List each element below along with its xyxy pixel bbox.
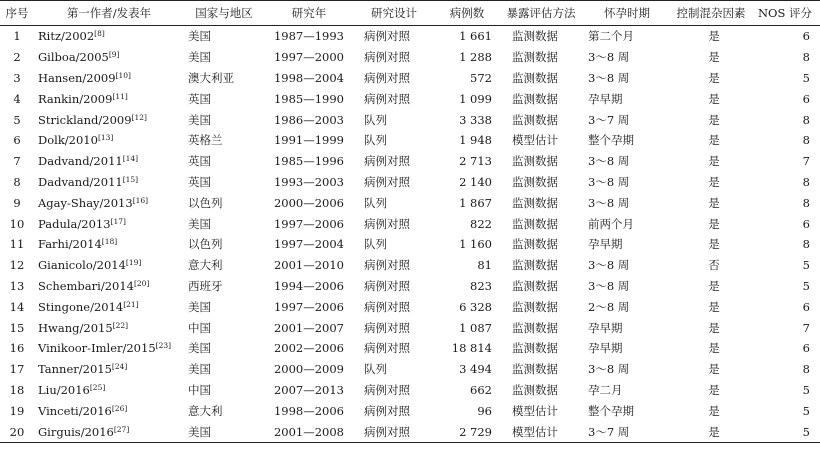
cell-index: 9 — [13, 195, 21, 210]
cell-exposure-method: 监测数据 — [512, 50, 558, 65]
cell-nos-score: 8 — [802, 237, 810, 252]
table-row — [0, 276, 820, 297]
cell-study-design: 病例对照 — [364, 320, 410, 335]
table-row — [0, 400, 820, 421]
cell-study-design: 病例对照 — [364, 382, 410, 397]
cell-index: 18 — [9, 382, 25, 397]
table-row — [0, 88, 820, 109]
author-year-text: Hwang/2015 — [38, 320, 113, 335]
cell-confounder-control: 是 — [672, 421, 750, 442]
cell-country: 意大利 — [188, 258, 223, 273]
cell-study-years: 1997—2000 — [273, 50, 345, 65]
cell-study-years: 1987—1993 — [273, 29, 345, 44]
cell-index: 10 — [9, 216, 25, 231]
cell-study-years: 1985—1996 — [273, 154, 345, 169]
author-year-text: Liu/2016 — [38, 382, 90, 397]
cell-nos-score: 5 — [802, 382, 810, 397]
cell-index: 13 — [9, 278, 25, 293]
table-row — [0, 359, 820, 380]
cell-nos-score: 5 — [802, 70, 810, 85]
cell-exposure-method: 监测数据 — [512, 216, 558, 231]
cell-country: 美国 — [184, 421, 264, 442]
cell-case-count: 1 661 — [459, 29, 492, 44]
cell-study-years: 2001—2010 — [273, 258, 345, 273]
cell-confounder-control: 是 — [708, 154, 720, 169]
author-year-text: Dolk/2010 — [38, 133, 98, 148]
cell-nos-score: 5 — [802, 278, 810, 293]
cell-nos-score: 6 — [802, 91, 810, 106]
cell-exposure-method: 监测数据 — [512, 195, 558, 210]
table-row — [0, 192, 820, 213]
reference-citation: [27] — [113, 424, 130, 434]
table-row — [0, 338, 820, 359]
cell-author-year — [34, 255, 184, 276]
cell-confounder-control: 是 — [708, 29, 720, 44]
cell-case-count: 3 494 — [459, 362, 492, 377]
cell-study-design: 病例对照 — [364, 299, 410, 314]
cell-exposure-method: 监测数据 — [512, 112, 558, 127]
cell-country: 以色列 — [188, 237, 223, 252]
cell-author-year — [34, 421, 184, 442]
cell-index: 6 — [13, 133, 21, 148]
cell-confounder-control: 否 — [708, 258, 720, 273]
cell-pregnancy-window: 第二个月 — [588, 29, 634, 44]
cell-study-years: 1993—2003 — [273, 174, 345, 189]
cell-study-years: 2002—2006 — [273, 341, 345, 356]
cell-author-year — [34, 400, 184, 421]
cell-index: 20 — [0, 421, 34, 442]
cell-confounder-control: 是 — [708, 195, 720, 210]
reference-citation: [20] — [133, 278, 150, 288]
header-row — [0, 1, 820, 26]
cell-case-count: 81 — [477, 258, 492, 273]
cell-case-count: 1 288 — [459, 50, 492, 65]
cell-exposure-method: 模型估计 — [500, 421, 582, 442]
reference-citation: [14] — [122, 154, 139, 164]
cell-case-count: 1 948 — [459, 133, 492, 148]
cell-country: 澳大利亚 — [188, 70, 234, 85]
table-row — [0, 130, 820, 151]
cell-exposure-method: 监测数据 — [512, 70, 558, 85]
author-year-text: Gianicolo/2014 — [38, 258, 126, 273]
header-confounders: 控制混杂因素 — [672, 1, 750, 26]
cell-author-year — [34, 213, 184, 234]
cell-country: 美国 — [188, 29, 211, 44]
cell-case-count: 6 328 — [459, 299, 492, 314]
table-row — [0, 296, 820, 317]
cell-country: 英国 — [188, 154, 211, 169]
cell-study-years: 2000—2006 — [273, 195, 345, 210]
cell-study-design: 病例对照 — [354, 421, 434, 442]
cell-country: 中国 — [188, 320, 211, 335]
cell-nos-score: 5 — [750, 421, 820, 442]
cell-country: 美国 — [188, 299, 211, 314]
cell-nos-score: 6 — [802, 299, 810, 314]
cell-author-year — [34, 359, 184, 380]
cell-index: 14 — [9, 299, 25, 314]
cell-study-years: 2001—2007 — [273, 320, 345, 335]
cell-study-years: 1986—2003 — [273, 112, 345, 127]
cell-nos-score: 8 — [802, 133, 810, 148]
cell-pregnancy-window: 3～8 周 — [588, 154, 630, 169]
author-year-text: Girguis/2016 — [38, 424, 114, 439]
table-row — [0, 317, 820, 338]
cell-index: 12 — [9, 258, 25, 273]
cell-pregnancy-window: 3～8 周 — [588, 362, 630, 377]
cell-nos-score: 8 — [802, 195, 810, 210]
reference-citation: [23] — [155, 341, 172, 351]
header-method: 暴露评估方法 — [500, 1, 582, 26]
table-body — [0, 26, 820, 443]
cell-study-design: 队列 — [364, 133, 387, 148]
reference-citation: [25] — [89, 382, 106, 392]
cell-country: 意大利 — [188, 403, 223, 418]
cell-exposure-method: 监测数据 — [512, 278, 558, 293]
cell-pregnancy-window: 3～8 周 — [588, 258, 630, 273]
cell-study-years: 2007—2013 — [273, 382, 345, 397]
cell-author-year — [34, 172, 184, 193]
cell-study-years: 1998—2006 — [273, 403, 345, 418]
cell-index: 8 — [13, 174, 21, 189]
cell-study-design: 病例对照 — [364, 216, 410, 231]
cell-pregnancy-window: 孕早期 — [588, 91, 623, 106]
cell-country: 美国 — [188, 112, 211, 127]
cell-nos-score: 6 — [802, 216, 810, 231]
cell-exposure-method: 监测数据 — [512, 320, 558, 335]
cell-pregnancy-window: 3～7 周 — [582, 421, 672, 442]
cell-author-year — [34, 296, 184, 317]
cell-exposure-method: 监测数据 — [512, 91, 558, 106]
cell-confounder-control: 是 — [708, 299, 720, 314]
author-year-text: Vinikoor-Imler/2015 — [38, 341, 156, 356]
cell-country: 中国 — [188, 382, 211, 397]
cell-pregnancy-window: 3～8 周 — [588, 278, 630, 293]
cell-index: 15 — [9, 320, 25, 335]
cell-confounder-control: 是 — [708, 112, 720, 127]
table-row — [0, 109, 820, 130]
cell-nos-score: 5 — [802, 258, 810, 273]
cell-exposure-method: 监测数据 — [512, 258, 558, 273]
cell-author-year — [34, 130, 184, 151]
cell-study-design: 病例对照 — [364, 154, 410, 169]
cell-author-year — [34, 47, 184, 68]
cell-index: 7 — [13, 154, 21, 169]
cell-study-years: 1985—1990 — [273, 91, 345, 106]
header-nos: NOS 评分 — [750, 1, 820, 26]
cell-index: 3 — [13, 70, 21, 85]
cell-case-count: 1 099 — [459, 91, 492, 106]
header-idx: 序号 — [0, 1, 34, 26]
cell-pregnancy-window: 孕早期 — [588, 237, 623, 252]
cell-index: 16 — [9, 341, 25, 356]
cell-confounder-control: 是 — [708, 382, 720, 397]
cell-study-design: 病例对照 — [364, 174, 410, 189]
cell-country: 英格兰 — [188, 133, 223, 148]
cell-case-count: 2 140 — [459, 174, 492, 189]
cell-confounder-control: 是 — [708, 133, 720, 148]
header-author: 第一作者/发表年 — [34, 1, 184, 26]
header-cases: 病例数 — [434, 1, 500, 26]
cell-study-years: 1998—2004 — [273, 70, 345, 85]
cell-author-year — [34, 380, 184, 401]
cell-country: 西班牙 — [188, 278, 223, 293]
author-year-text: Schembari/2014 — [38, 278, 134, 293]
cell-pregnancy-window: 3～8 周 — [588, 195, 630, 210]
cell-country: 英国 — [188, 174, 211, 189]
reference-citation: [8] — [94, 29, 105, 39]
cell-case-count: 2 729 — [434, 421, 500, 442]
cell-exposure-method: 模型估计 — [512, 403, 558, 418]
cell-author-year — [34, 317, 184, 338]
cell-case-count: 1 867 — [459, 195, 492, 210]
cell-nos-score: 5 — [802, 403, 810, 418]
cell-exposure-method: 监测数据 — [512, 154, 558, 169]
table-row — [0, 421, 820, 442]
reference-citation: [15] — [122, 174, 139, 184]
reference-citation: [10] — [115, 70, 131, 80]
cell-pregnancy-window: 孕早期 — [588, 341, 623, 356]
author-year-text: Rankin/2009 — [38, 91, 113, 106]
reference-citation: [16] — [132, 195, 149, 205]
cell-study-design: 病例对照 — [364, 341, 410, 356]
cell-index: 2 — [13, 50, 21, 65]
cell-case-count: 3 338 — [459, 112, 492, 127]
cell-case-count: 96 — [477, 403, 492, 418]
cell-pregnancy-window: 2～8 周 — [588, 299, 630, 314]
reference-citation: [9] — [108, 50, 120, 60]
cell-confounder-control: 是 — [708, 50, 720, 65]
table-row — [0, 234, 820, 255]
cell-study-years: 1991—1999 — [273, 133, 345, 148]
cell-confounder-control: 是 — [708, 174, 720, 189]
header-design: 研究设计 — [354, 1, 434, 26]
cell-study-years: 2000—2009 — [273, 362, 345, 377]
cell-index: 1 — [13, 29, 21, 44]
cell-pregnancy-window: 孕二月 — [588, 382, 623, 397]
author-year-text: Dadvand/2011 — [38, 174, 123, 189]
cell-confounder-control: 是 — [708, 320, 720, 335]
author-year-text: Agay-Shay/2013 — [38, 195, 133, 210]
author-year-text: Ritz/2002 — [38, 29, 95, 44]
cell-author-year — [34, 234, 184, 255]
cell-pregnancy-window: 前两个月 — [588, 216, 634, 231]
cell-case-count: 572 — [470, 70, 492, 85]
reference-citation: [22] — [112, 320, 129, 330]
cell-case-count: 18 814 — [451, 341, 492, 356]
cell-nos-score: 6 — [802, 29, 810, 44]
cell-nos-score: 8 — [802, 174, 810, 189]
reference-citation: [12] — [131, 112, 147, 122]
reference-citation: [11] — [112, 91, 128, 101]
cell-country: 以色列 — [188, 195, 223, 210]
cell-nos-score: 8 — [802, 50, 810, 65]
table-header — [0, 1, 820, 26]
reference-citation: [26] — [111, 403, 128, 413]
cell-exposure-method: 监测数据 — [512, 382, 558, 397]
author-year-text: Hansen/2009 — [38, 70, 116, 85]
cell-author-year — [34, 109, 184, 130]
author-year-text: Stingone/2014 — [38, 299, 124, 314]
cell-case-count: 1 160 — [459, 237, 492, 252]
cell-study-years: 1997—2006 — [273, 299, 345, 314]
reference-citation: [18] — [101, 237, 118, 247]
cell-exposure-method: 监测数据 — [512, 174, 558, 189]
cell-study-design: 队列 — [364, 195, 387, 210]
cell-study-years: 1997—2004 — [273, 237, 345, 252]
cell-study-design: 病例对照 — [364, 50, 410, 65]
cell-confounder-control: 是 — [708, 278, 720, 293]
cell-study-years: 1994—2006 — [273, 278, 345, 293]
cell-pregnancy-window: 3～8 周 — [588, 50, 630, 65]
cell-exposure-method: 监测数据 — [512, 29, 558, 44]
cell-confounder-control: 是 — [708, 216, 720, 231]
author-year-text: Padula/2013 — [38, 216, 111, 231]
cell-pregnancy-window: 整个孕期 — [588, 133, 634, 148]
cell-exposure-method: 监测数据 — [512, 237, 558, 252]
cell-study-design: 队列 — [364, 362, 387, 377]
table-row — [0, 213, 820, 234]
author-year-text: Tanner/2015 — [38, 362, 112, 377]
cell-study-design: 病例对照 — [364, 91, 410, 106]
cell-nos-score: 6 — [802, 341, 810, 356]
cell-case-count: 822 — [470, 216, 492, 231]
cell-country: 美国 — [188, 50, 211, 65]
cell-nos-score: 8 — [802, 362, 810, 377]
cell-author-year — [34, 276, 184, 297]
cell-case-count: 1 087 — [459, 320, 492, 335]
header-years: 研究年 — [264, 1, 354, 26]
cell-study-years: 1997—2006 — [273, 216, 345, 231]
table-row — [0, 151, 820, 172]
cell-country: 英国 — [188, 91, 211, 106]
cell-author-year — [34, 68, 184, 89]
cell-confounder-control: 是 — [708, 403, 720, 418]
header-country: 国家与地区 — [184, 1, 264, 26]
cell-study-design: 病例对照 — [364, 70, 410, 85]
cell-author-year — [34, 338, 184, 359]
table-row — [0, 255, 820, 276]
cell-study-years: 2001—2008 — [264, 421, 354, 442]
cell-author-year — [34, 151, 184, 172]
reference-citation: [19] — [125, 258, 142, 268]
cell-author-year — [34, 192, 184, 213]
cell-study-design: 病例对照 — [364, 258, 410, 273]
cell-pregnancy-window: 3～7 周 — [588, 112, 630, 127]
cell-case-count: 823 — [470, 278, 492, 293]
cell-pregnancy-window: 3～8 周 — [588, 174, 630, 189]
cell-study-design: 病例对照 — [364, 278, 410, 293]
cell-author-year — [34, 88, 184, 109]
cell-nos-score: 7 — [802, 320, 810, 335]
cell-pregnancy-window: 整个孕期 — [588, 403, 634, 418]
cell-study-design: 病例对照 — [364, 403, 410, 418]
reference-citation: [21] — [123, 299, 139, 309]
cell-confounder-control: 是 — [708, 91, 720, 106]
reference-citation: [24] — [111, 362, 128, 372]
cell-confounder-control: 是 — [708, 362, 720, 377]
cell-nos-score: 8 — [802, 112, 810, 127]
cell-index: 5 — [13, 112, 21, 127]
author-year-text: Farhi/2014 — [38, 237, 102, 252]
cell-exposure-method: 监测数据 — [512, 341, 558, 356]
author-year-text: Gilboa/2005 — [38, 50, 109, 65]
table-row — [0, 47, 820, 68]
cell-confounder-control: 是 — [708, 237, 720, 252]
cell-index: 4 — [13, 91, 21, 106]
cell-study-design: 队列 — [364, 237, 387, 252]
cell-country: 美国 — [188, 216, 211, 231]
table-row — [0, 26, 820, 47]
cell-confounder-control: 是 — [708, 341, 720, 356]
cell-pregnancy-window: 3～8 周 — [588, 70, 630, 85]
author-year-text: Strickland/2009 — [38, 112, 132, 127]
table-row — [0, 380, 820, 401]
cell-pregnancy-window: 孕早期 — [588, 320, 623, 335]
cell-case-count: 662 — [470, 382, 492, 397]
cell-index: 19 — [9, 403, 25, 418]
cell-study-design: 队列 — [364, 112, 387, 127]
cell-case-count: 2 713 — [459, 154, 492, 169]
author-year-text: Vinceti/2016 — [38, 403, 112, 418]
author-year-text: Dadvand/2011 — [38, 154, 123, 169]
cell-country: 美国 — [188, 362, 211, 377]
cell-study-design: 病例对照 — [364, 29, 410, 44]
cell-nos-score: 7 — [802, 154, 810, 169]
cell-confounder-control: 是 — [708, 70, 720, 85]
cell-country: 美国 — [188, 341, 211, 356]
cell-author-year — [34, 26, 184, 47]
cell-exposure-method: 监测数据 — [512, 299, 558, 314]
cell-index: 11 — [9, 237, 25, 252]
reference-citation: [17] — [110, 216, 126, 226]
header-window: 怀孕时期 — [582, 1, 672, 26]
reference-citation: [13] — [97, 133, 114, 143]
table-row — [0, 68, 820, 89]
table-row — [0, 172, 820, 193]
cell-exposure-method: 模型估计 — [512, 133, 558, 148]
cell-index: 17 — [9, 362, 25, 377]
cell-exposure-method: 监测数据 — [512, 362, 558, 377]
